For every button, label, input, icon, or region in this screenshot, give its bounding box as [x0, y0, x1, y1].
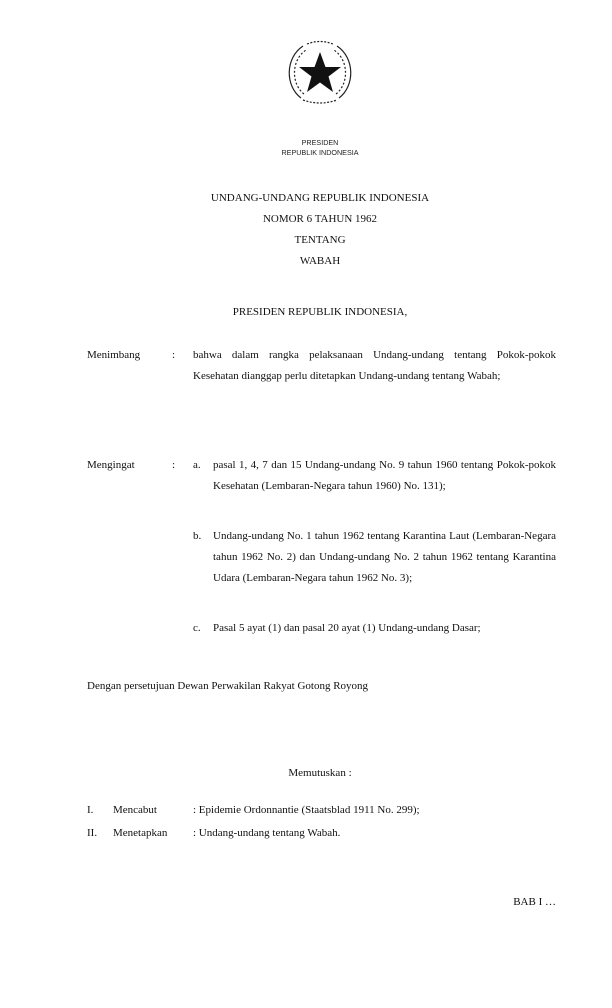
preamble: PRESIDEN REPUBLIK INDONESIA, — [232, 306, 408, 318]
memutuskan-heading: Memutuskan : — [288, 767, 352, 779]
mengingat-marker-b: b. — [193, 530, 202, 542]
office-line-1: PRESIDEN — [301, 138, 339, 147]
mengingat-marker-a: a. — [193, 459, 201, 471]
menimbang-text: bahwa dalam rangka pelaksanaan Undang-undang tentang Pokok-pokok Kesehatan dianggap perlu ditetapkan Undang-undang tentang Wabah; — [193, 349, 556, 382]
decision-2-label: Menetapkan — [113, 827, 168, 839]
footer-continuation: BAB I … — [513, 896, 556, 908]
mengingat-item-c: Pasal 5 ayat (1) dan pasal 20 ayat (1) Undang-undang Dasar; — [213, 622, 481, 634]
mengingat-item-a: pasal 1, 4, 7 dan 15 Undang-undang No. 9 tahun 1960 tentang Pokok-pokok Kesehatan (Lembaran-Negara tahun 1960) No. 131); — [213, 459, 556, 492]
decision-1-label: Mencabut — [113, 804, 157, 816]
decision-2-number: II. — [87, 827, 98, 839]
title-line-1: UNDANG-UNDANG REPUBLIK INDONESIA — [210, 192, 430, 204]
office-line-2: REPUBLIK INDONESIA — [281, 148, 359, 157]
menimbang-colon: : — [172, 349, 176, 361]
mengingat-colon: : — [172, 459, 176, 471]
title-line-4: WABAH — [299, 255, 341, 267]
persetujuan: Dengan persetujuan Dewan Perwakilan Rakyat Gotong Royong — [87, 680, 369, 692]
title-line-2: NOMOR 6 TAHUN 1962 — [262, 213, 378, 225]
decision-1-text: : Epidemie Ordonnantie (Staatsblad 1911 No. 299); — [193, 804, 420, 816]
decision-2-text: : Undang-undang tentang Wabah. — [193, 827, 341, 839]
mengingat-label: Mengingat — [87, 459, 135, 471]
presidential-emblem-icon — [281, 40, 359, 106]
decision-1-number: I. — [87, 804, 94, 816]
menimbang-label: Menimbang — [87, 349, 141, 361]
mengingat-marker-c: c. — [193, 622, 201, 634]
title-line-3: TENTANG — [294, 234, 346, 246]
mengingat-item-b: Undang-undang No. 1 tahun 1962 tentang Karantina Laut (Lembaran-Negara tahun 1962 No. 2) dan Undang-undang No. 2 tahun 1962 tentang Karantina Udara (Lembaran-Negara tahun 1962 No. 3); — [213, 530, 556, 584]
